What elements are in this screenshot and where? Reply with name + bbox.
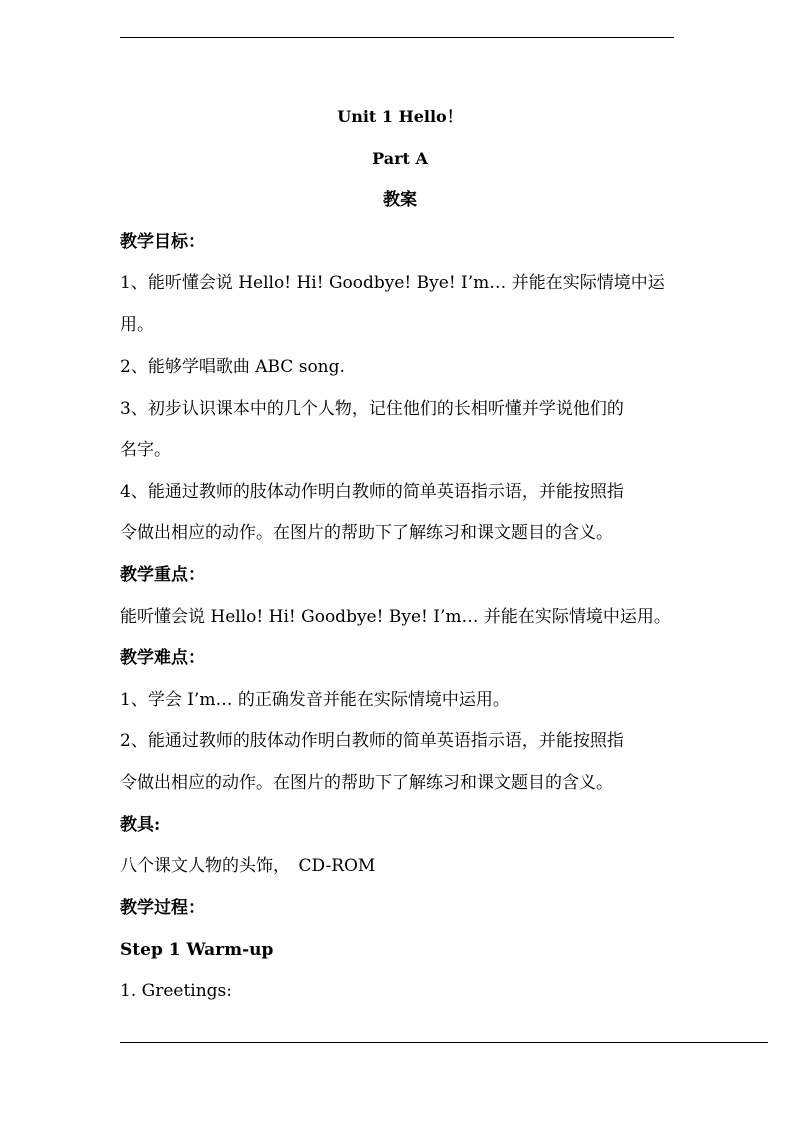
objective-line: 3、初步认识课本中的几个人物，记住他们的长相听懂并学说他们的 xyxy=(120,399,624,419)
aids-text: 八个课文人物的头饰， CD-ROM xyxy=(120,856,376,876)
objectives-heading: 教学目标： xyxy=(120,232,205,252)
objective-line: 用。 xyxy=(120,315,154,335)
difficulty-line: 2、能通过教师的肢体动作明白教师的简单英语指示语，并能按照指 xyxy=(120,731,624,751)
objective-line: 4、能通过教师的肢体动作明白教师的简单英语指示语，并能按照指 xyxy=(120,482,624,502)
header-rule xyxy=(120,37,674,38)
difficulty-line: 令做出相应的动作。在图片的帮助下了解练习和课文题目的含义。 xyxy=(120,773,613,793)
aids-heading: 教具: xyxy=(120,815,161,835)
difficulties-heading: 教学难点： xyxy=(120,648,205,668)
objective-line: 名字。 xyxy=(120,440,171,460)
key-points-heading: 教学重点： xyxy=(120,565,205,585)
document-title: Unit 1 Hello！ xyxy=(337,107,463,126)
footer-rule xyxy=(120,1042,768,1043)
objective-line: 1、能听懂会说 Hello! Hi! Goodbye! Bye! I’m… 并能在实际情境中运 xyxy=(120,273,665,293)
key-points-text: 能听懂会说 Hello! Hi! Goodbye! Bye! I’m… 并能在实际情境中运用。 xyxy=(120,607,671,627)
objective-line: 2、能够学唱歌曲 ABC song. xyxy=(120,357,345,377)
process-heading: 教学过程： xyxy=(120,898,205,918)
difficulty-line: 1、学会 I’m… 的正确发音并能在实际情境中运用。 xyxy=(120,690,510,710)
document-heading: 教案 xyxy=(383,190,417,210)
step1-item: 1. Greetings: xyxy=(120,981,233,1001)
document-subtitle: Part A xyxy=(372,149,428,168)
step1-heading: Step 1 Warm-up xyxy=(120,940,274,960)
objective-line: 令做出相应的动作。在图片的帮助下了解练习和课文题目的含义。 xyxy=(120,523,613,543)
